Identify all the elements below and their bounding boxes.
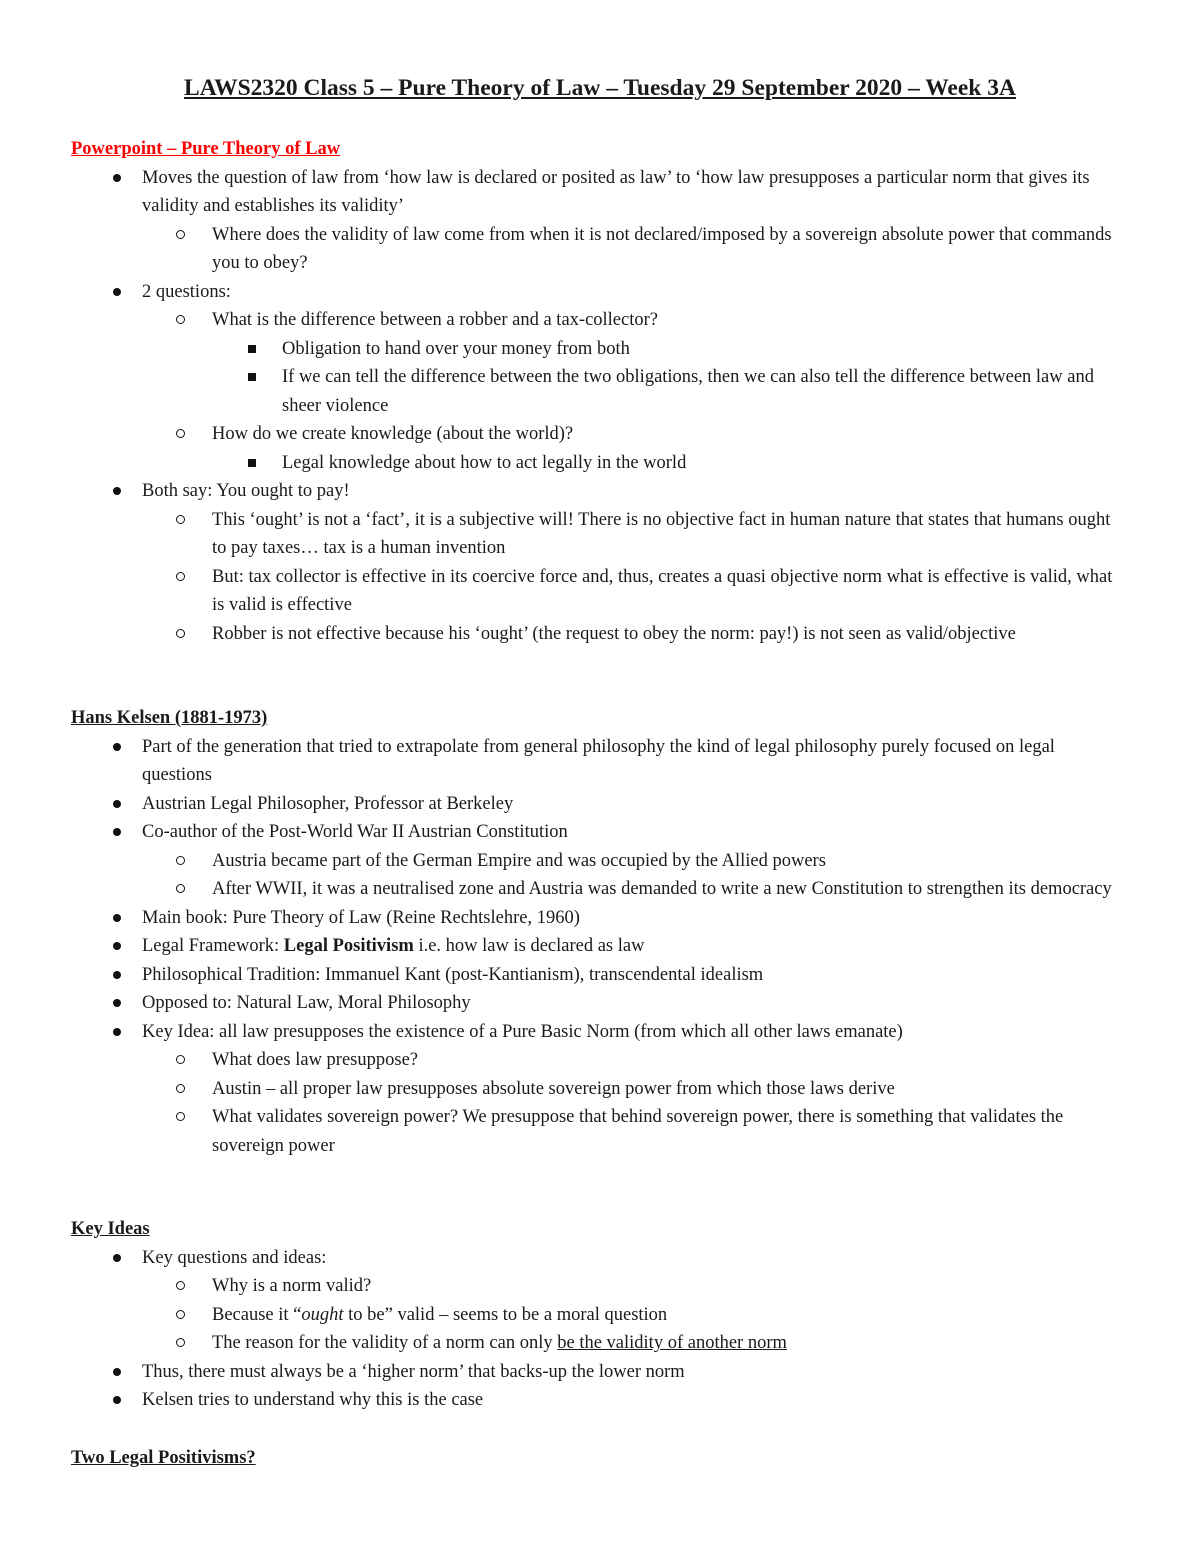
list-item: Because it “ought to be” valid – seems to be a moral question	[142, 1301, 1126, 1330]
list-item: Main book: Pure Theory of Law (Reine Rechtslehre, 1960)	[71, 904, 1126, 933]
list-item: The reason for the validity of a norm can only be the validity of another norm	[142, 1329, 1126, 1358]
section-two-legal-positivisms	[71, 1444, 1151, 1473]
bullet-circle-icon	[176, 1084, 185, 1093]
list-item: Why is a norm valid?	[142, 1272, 1126, 1301]
section-heading: Two Legal Positivisms?	[71, 1448, 256, 1468]
bullet-disc-icon	[113, 999, 121, 1007]
bullet-circle-icon	[176, 1338, 185, 1347]
section-powerpoint	[71, 135, 1151, 648]
section-heading: Key Ideas	[71, 1219, 150, 1239]
bullet-square-icon	[248, 345, 256, 353]
list-item: Austria became part of the German Empire and was occupied by the Allied powers	[142, 847, 1126, 876]
list-item: Kelsen tries to understand why this is the case	[71, 1386, 1126, 1415]
bullet-circle-icon	[176, 1310, 185, 1319]
bullet-disc-icon	[113, 1028, 121, 1036]
list-item: Austin – all proper law presupposes absolute sovereign power from which those laws derive	[142, 1075, 1126, 1104]
section-heading: Hans Kelsen (1881-1973)	[71, 708, 268, 728]
list-item: Both say: You ought to pay! This ‘ought’ is not a ‘fact’, it is a subjective will! There is no objective fact in human nature that states that humans ought to pay taxes… tax is a human invention But: tax collector is effective in its coercive force and, thus, creates a quasi objective norm what is effective is valid, what is valid is effective Robber is not effective because his ‘ought’ (the request to obey the norm: pay!) is not seen as valid/objective	[71, 477, 1126, 648]
bullet-list	[71, 164, 1126, 649]
bullet-disc-icon	[113, 174, 121, 182]
bullet-circle-icon	[176, 1112, 185, 1121]
italic-term: ought	[301, 1304, 344, 1325]
bullet-circle-icon	[176, 884, 185, 893]
bullet-disc-icon	[113, 828, 121, 836]
section-hans-kelsen	[71, 704, 1151, 1160]
bullet-circle-icon	[176, 1055, 185, 1064]
bullet-circle-icon	[176, 429, 185, 438]
bullet-list	[71, 733, 1126, 1161]
bullet-square-icon	[248, 459, 256, 467]
bullet-disc-icon	[113, 1396, 121, 1404]
list-item: If we can tell the difference between the two obligations, then we can also tell the difference between law and sheer violence	[212, 363, 1126, 420]
bold-term: Legal Positivism	[283, 936, 414, 956]
bullet-circle-icon	[176, 1281, 185, 1290]
bullet-disc-icon	[113, 1254, 121, 1262]
list-item: Moves the question of law from ‘how law is declared or posited as law’ to ‘how law presupposes a particular norm that gives its validity and establishes its validity’ Where does the validity of law come from when it is not declared/imposed by a sovereign absolute power that commands you to obey?	[71, 164, 1126, 278]
list-item: Philosophical Tradition: Immanuel Kant (post-Kantianism), transcendental idealism	[71, 961, 1126, 990]
list-item: Robber is not effective because his ‘ought’ (the request to obey the norm: pay!) is not seen as valid/objective	[142, 620, 1126, 649]
list-item: 2 questions: What is the difference between a robber and a tax-collector? Obligation to hand over your money from both If we can tell the difference between the two obligations, then we can also tell the difference between law and sheer violence How do we create knowledge (about the world)? Legal knowledge about how to act legally in the world	[71, 278, 1126, 478]
section-heading: Powerpoint – Pure Theory of Law	[71, 139, 341, 159]
list-item: Where does the validity of law come from when it is not declared/imposed by a sovereign absolute power that commands you to obey?	[142, 221, 1126, 278]
list-item: This ‘ought’ is not a ‘fact’, it is a subjective will! There is no objective fact in human nature that states that humans ought to pay taxes… tax is a human invention	[142, 506, 1126, 563]
list-item: Thus, there must always be a ‘higher norm’ that backs-up the lower norm	[71, 1358, 1126, 1387]
bullet-disc-icon	[113, 942, 121, 950]
list-item: How do we create knowledge (about the world)? Legal knowledge about how to act legally in the world	[142, 420, 1126, 477]
list-item: Key Idea: all law presupposes the existence of a Pure Basic Norm (from which all other laws emanate) What does law presuppose? Austin – all proper law presupposes absolute sovereign power from which those laws derive What validates sovereign power? We presuppose that behind sovereign power, there is something that validates the sovereign power	[71, 1018, 1126, 1161]
bullet-disc-icon	[113, 971, 121, 979]
bullet-circle-icon	[176, 515, 185, 524]
list-item: Austrian Legal Philosopher, Professor at Berkeley	[71, 790, 1126, 819]
list-item: What validates sovereign power? We presuppose that behind sovereign power, there is something that validates the sovereign power	[142, 1103, 1126, 1160]
section-key-ideas	[71, 1215, 1151, 1415]
bullet-circle-icon	[176, 629, 185, 638]
list-item: But: tax collector is effective in its coercive force and, thus, creates a quasi objective norm what is effective is valid, what is valid is effective	[142, 563, 1126, 620]
bullet-disc-icon	[113, 800, 121, 808]
list-item: Legal Framework: Legal Positivism i.e. how law is declared as law	[71, 932, 1126, 961]
bullet-disc-icon	[113, 914, 121, 922]
list-item: Opposed to: Natural Law, Moral Philosophy	[71, 989, 1126, 1018]
bullet-circle-icon	[176, 856, 185, 865]
underlined-phrase: be the validity of another norm	[557, 1333, 787, 1353]
list-item: After WWII, it was a neutralised zone and Austria was demanded to write a new Constitution to strengthen its democracy	[142, 875, 1126, 904]
bullet-list	[71, 1244, 1126, 1415]
list-item: Co-author of the Post-World War II Austrian Constitution Austria became part of the German Empire and was occupied by the Allied powers After WWII, it was a neutralised zone and Austria was demanded to write a new Constitution to strengthen its democracy	[71, 818, 1126, 904]
list-item: Part of the generation that tried to extrapolate from general philosophy the kind of legal philosophy purely focused on legal questions	[71, 733, 1126, 790]
bullet-circle-icon	[176, 230, 185, 239]
list-item: Key questions and ideas: Why is a norm valid? Because it “ought to be” valid – seems to be a moral question The reason for the validity of a norm can only be the validity of another norm	[71, 1244, 1126, 1358]
bullet-circle-icon	[176, 572, 185, 581]
bullet-disc-icon	[113, 288, 121, 296]
bullet-disc-icon	[113, 743, 121, 751]
list-item: Obligation to hand over your money from both	[212, 335, 1126, 364]
list-item: What is the difference between a robber and a tax-collector? Obligation to hand over your money from both If we can tell the difference between the two obligations, then we can also tell the difference between law and sheer violence	[142, 306, 1126, 420]
list-item: Legal knowledge about how to act legally in the world	[212, 449, 1126, 478]
bullet-circle-icon	[176, 315, 185, 324]
document-title: LAWS2320 Class 5 – Pure Theory of Law – Tuesday 29 September 2020 – Week 3A	[184, 75, 1016, 101]
list-item: What does law presuppose?	[142, 1046, 1126, 1075]
bullet-disc-icon	[113, 1368, 121, 1376]
bullet-disc-icon	[113, 487, 121, 495]
bullet-square-icon	[248, 373, 256, 381]
